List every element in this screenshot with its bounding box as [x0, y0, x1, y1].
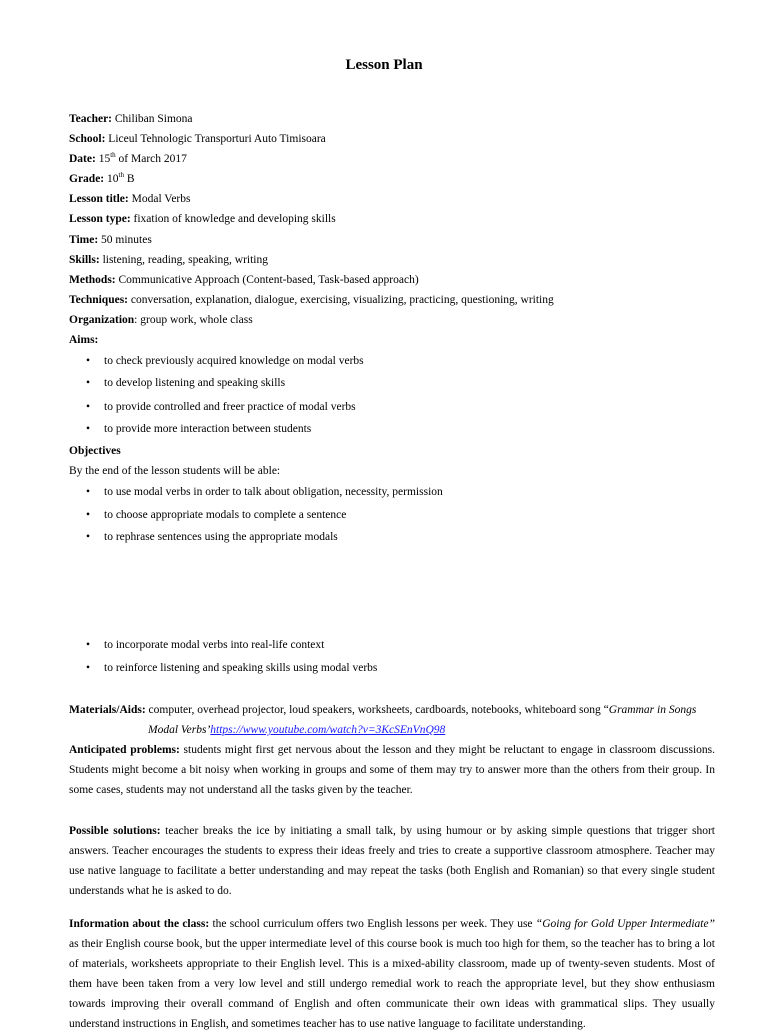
- anticipated-problems: Anticipated problems: students might first get nervous about the lesson and they might be reluctant to engage in classroom discussions. Students might become a bit noisy when working in groups and some of them may try to answer more than the others from their group. In some cases, students may not understand all the tasks given by the teacher.: [69, 744, 715, 796]
- objectives-heading: Objectives: [69, 445, 121, 457]
- list-item: • to provide controlled and freer practice of modal verbs: [86, 401, 356, 413]
- page-title: Lesson Plan: [345, 57, 423, 73]
- field-methods: Methods: Communicative Approach (Content-based, Task-based approach): [69, 274, 419, 286]
- list-item: • to rephrase sentences using the appropriate modals: [86, 531, 338, 543]
- materials-line-2: Modal Verbs’https://www.youtube.com/watch?v=3KcSEnVnQ98: [148, 724, 446, 736]
- class-information: Information about the class: the school curriculum offers two English lessons per week. They use “Going for Gold Upper Intermediate” as their English course book, but the upper intermediate level of this course book is much too high for them, so the teacher has to bring a lot of materials, worksheets appropriate to their English level. This is a mixed-ability classroom, made up of twenty-seven students. Most of them have been taken from a very low level and still undergo remedial work to reach the appropriate level, but they show enthusiasm towards improving their overall command of English and often communicate their own ideas with grammatical slips. They usually understand instructions in English, and sometimes teacher has to use native language to facilitate understanding.: [69, 918, 715, 1030]
- list-item: • to choose appropriate modals to complete a sentence: [86, 509, 347, 521]
- field-organization: Organization: group work, whole class: [69, 314, 253, 326]
- list-item: • to incorporate modal verbs into real-life context: [86, 639, 325, 651]
- field-lesson-title: Lesson title: Modal Verbs: [69, 193, 191, 205]
- field-techniques: Techniques: conversation, explanation, dialogue, exercising, visualizing, practicing, questioning, writing: [69, 294, 554, 306]
- list-item: • to provide more interaction between students: [86, 423, 312, 435]
- field-date: Date: 15th of March 2017: [69, 151, 187, 165]
- list-item: • to use modal verbs in order to talk about obligation, necessity, permission: [86, 486, 443, 498]
- field-grade: Grade: 10th B: [69, 171, 135, 185]
- song-link[interactable]: https://www.youtube.com/watch?v=3KcSEnVnQ98: [210, 724, 446, 736]
- field-school: School: Liceul Tehnologic Transporturi Auto Timisoara: [69, 133, 326, 145]
- list-item: • to develop listening and speaking skills: [86, 377, 286, 389]
- aims-heading: Aims:: [69, 334, 99, 346]
- field-skills: Skills: listening, reading, speaking, writing: [69, 254, 269, 266]
- materials-line: Materials/Aids: computer, overhead projector, loud speakers, worksheets, cardboards, notebooks, whiteboard song “Grammar in Songs: [69, 704, 697, 716]
- objectives-intro: By the end of the lesson students will be able:: [69, 465, 281, 477]
- field-time: Time: 50 minutes: [69, 234, 152, 246]
- field-lesson-type: Lesson type: fixation of knowledge and developing skills: [69, 213, 336, 225]
- list-item: • to check previously acquired knowledge on modal verbs: [86, 355, 364, 367]
- list-item: • to reinforce listening and speaking skills using modal verbs: [86, 662, 378, 674]
- field-teacher: Teacher: Chiliban Simona: [69, 113, 193, 125]
- possible-solutions: Possible solutions: teacher breaks the ice by initiating a small talk, by using humour or by asking simple questions that trigger short answers. Teacher encourages the students to express their ideas freely and tries to create a supportive classroom atmosphere. Teacher may use native language to facilitate a better understanding and may repeat the tasks (both English and Romanian) so that every single student understands what he is asked to do.: [69, 825, 715, 897]
